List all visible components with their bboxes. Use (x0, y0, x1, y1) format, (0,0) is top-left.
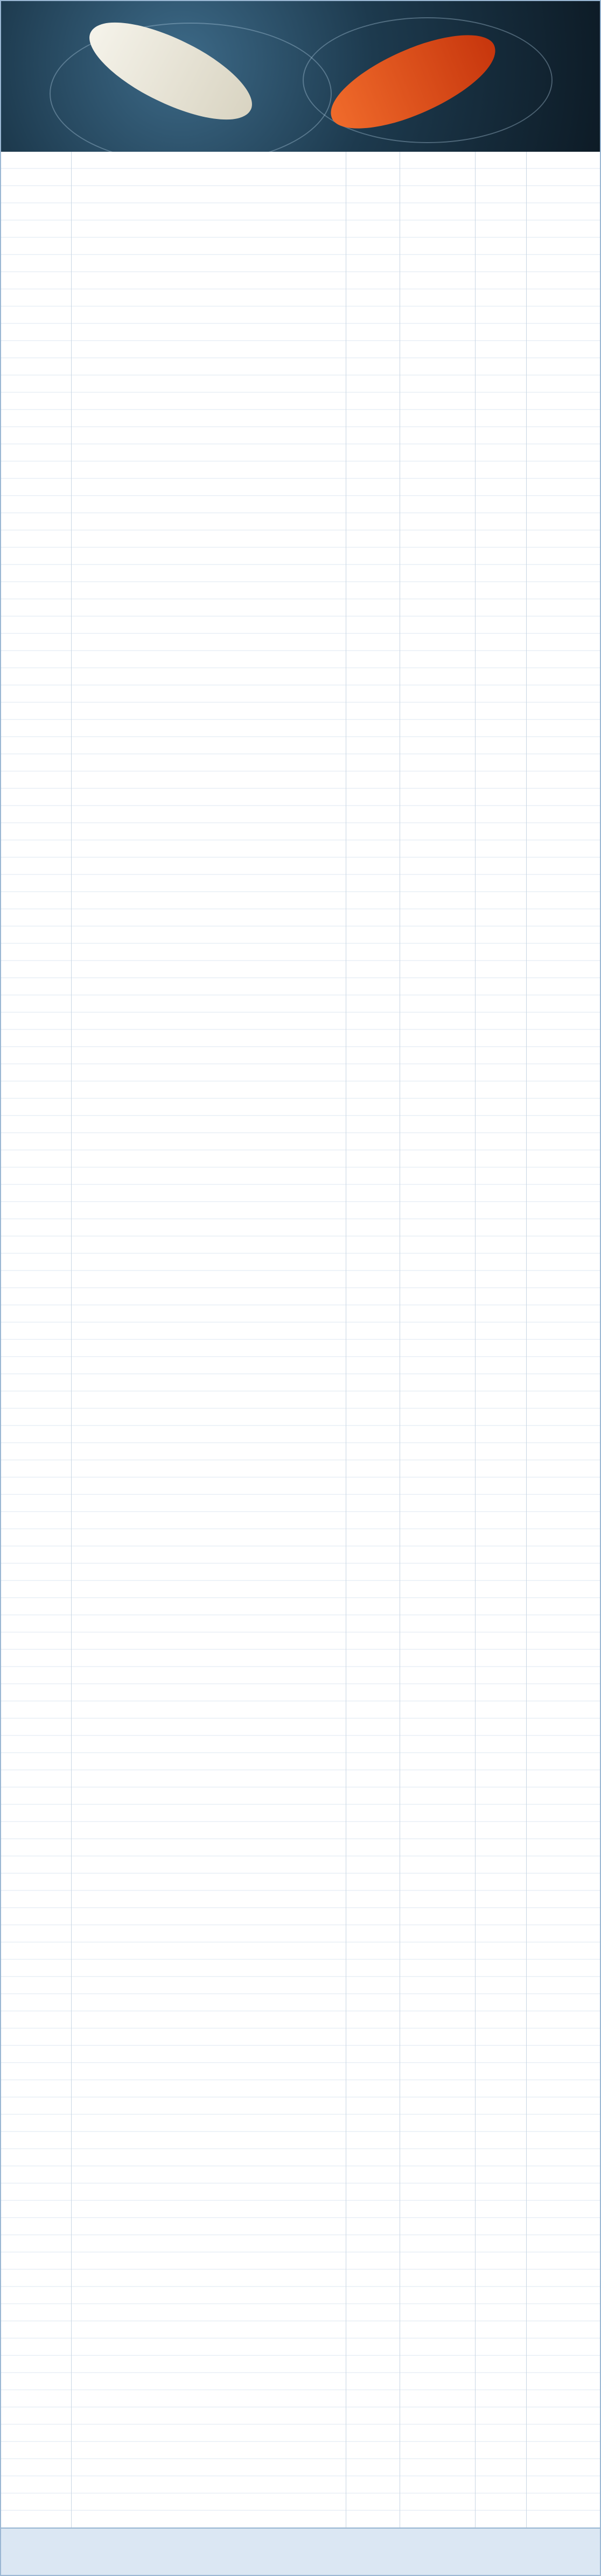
koi-banner-image (1, 1, 600, 152)
column-divider (475, 152, 476, 2576)
footer-banner (1, 2528, 600, 2576)
records-table (1, 152, 600, 2576)
column-divider (526, 152, 527, 2576)
column-divider (71, 152, 72, 2576)
table-row-stripes (1, 152, 600, 2576)
